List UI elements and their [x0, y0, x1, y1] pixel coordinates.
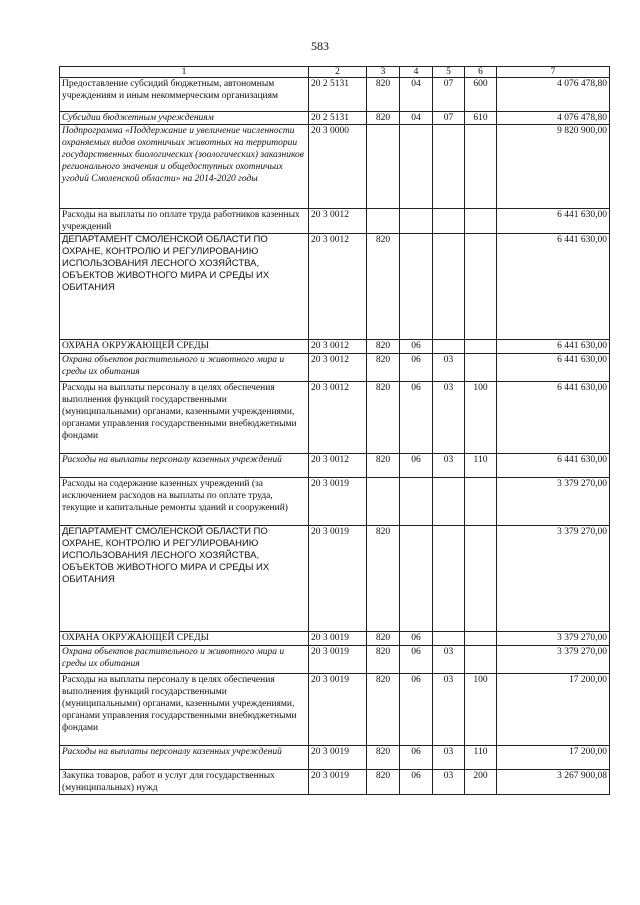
cell-subsection: [433, 526, 465, 632]
cell-amount: 4 076 478,80: [497, 112, 610, 125]
cell-subsection: 07: [433, 112, 465, 125]
cell-amount: 6 441 630,00: [497, 340, 610, 354]
cell-section: 06: [400, 674, 433, 746]
table-row: [60, 112, 610, 125]
cell-amount: 17 200,00: [497, 746, 610, 770]
cell-item-name: Расходы на выплаты по оплате труда работников казенных учреждений: [60, 209, 309, 234]
cell-amount: 9 820 900,00: [497, 125, 610, 209]
table-row: [60, 125, 610, 209]
table-body: [60, 78, 610, 795]
col-header-2: 2: [309, 67, 367, 78]
cell-item-name: Субсидии бюджетным учреждениям: [60, 112, 309, 125]
cell-ministry-code: 820: [367, 646, 400, 674]
cell-subsection: 03: [433, 770, 465, 795]
column-number-row: [60, 67, 610, 78]
cell-ministry-code: 820: [367, 112, 400, 125]
table-row: [60, 209, 610, 234]
table-row: [60, 478, 610, 526]
cell-section: [400, 234, 433, 340]
cell-section: 04: [400, 112, 433, 125]
cell-expense-type: 200: [465, 770, 497, 795]
cell-ministry-code: 820: [367, 526, 400, 632]
page-number: 583: [311, 39, 329, 53]
table-row: [60, 770, 610, 795]
cell-ministry-code: 820: [367, 354, 400, 382]
cell-section: 06: [400, 354, 433, 382]
cell-amount: 6 441 630,00: [497, 454, 610, 478]
cell-section: [400, 478, 433, 526]
cell-amount: 6 441 630,00: [497, 354, 610, 382]
cell-ministry-code: 820: [367, 770, 400, 795]
cell-ministry-code: 820: [367, 746, 400, 770]
cell-ministry-code: 820: [367, 674, 400, 746]
cell-amount: 4 076 478,80: [497, 78, 610, 112]
cell-target-article: 20 3 0019: [309, 674, 367, 746]
cell-section: 06: [400, 382, 433, 454]
cell-target-article: 20 2 5131: [309, 112, 367, 125]
cell-subsection: 03: [433, 354, 465, 382]
cell-target-article: 20 3 0012: [309, 382, 367, 454]
cell-section: [400, 209, 433, 234]
cell-expense-type: [465, 646, 497, 674]
cell-expense-type: [465, 526, 497, 632]
cell-ministry-code: 820: [367, 382, 400, 454]
table-row: [60, 382, 610, 454]
cell-expense-type: [465, 340, 497, 354]
table-row: [60, 354, 610, 382]
cell-expense-type: [465, 125, 497, 209]
table-row: [60, 674, 610, 746]
cell-target-article: 20 3 0012: [309, 340, 367, 354]
cell-section: [400, 125, 433, 209]
cell-item-name: Закупка товаров, работ и услуг для государственных (муниципальных) нужд: [60, 770, 309, 795]
cell-target-article: 20 3 0012: [309, 354, 367, 382]
cell-subsection: 03: [433, 382, 465, 454]
cell-amount: 3 379 270,00: [497, 632, 610, 646]
col-header-4: 4: [400, 67, 433, 78]
cell-target-article: 20 3 0012: [309, 234, 367, 340]
cell-subsection: 03: [433, 454, 465, 478]
cell-amount: 6 441 630,00: [497, 234, 610, 340]
cell-target-article: 20 3 0019: [309, 746, 367, 770]
table-row: [60, 234, 610, 340]
table-row: [60, 632, 610, 646]
cell-ministry-code: 820: [367, 632, 400, 646]
budget-table: [59, 66, 610, 795]
cell-ministry-code: [367, 125, 400, 209]
cell-item-name: ДЕПАРТАМЕНТ СМОЛЕНСКОЙ ОБЛАСТИ ПО ОХРАНЕ, КОНТРОЛЮ И РЕГУЛИРОВАНИЮ ИСПОЛЬЗОВАНИЯ ЛЕСНОГО ХОЗЯЙСТВА, ОБЪЕКТОВ ЖИВОТНОГО МИРА И СРЕДЫ ИХ ОБИТАНИЯ: [60, 234, 309, 340]
cell-subsection: [433, 340, 465, 354]
cell-subsection: 07: [433, 78, 465, 112]
cell-amount: 17 200,00: [497, 674, 610, 746]
cell-section: 06: [400, 454, 433, 478]
cell-section: 06: [400, 632, 433, 646]
cell-item-name: Расходы на содержание казенных учреждений (за исключением расходов на выплаты по оплате труда, текущие и капитальные ремонты зданий и сооружений): [60, 478, 309, 526]
cell-expense-type: 110: [465, 454, 497, 478]
cell-ministry-code: 820: [367, 454, 400, 478]
cell-amount: 3 379 270,00: [497, 478, 610, 526]
cell-expense-type: [465, 478, 497, 526]
cell-amount: 3 379 270,00: [497, 526, 610, 632]
cell-subsection: 03: [433, 746, 465, 770]
cell-target-article: 20 3 0000: [309, 125, 367, 209]
col-header-7: 7: [497, 67, 610, 78]
cell-amount: 3 267 900,08: [497, 770, 610, 795]
cell-target-article: 20 3 0019: [309, 526, 367, 632]
cell-subsection: [433, 234, 465, 340]
col-header-3: 3: [367, 67, 400, 78]
cell-subsection: [433, 125, 465, 209]
col-header-1: 1: [60, 67, 309, 78]
table-row: [60, 78, 610, 112]
cell-item-name: Подпрограмма «Поддержание и увеличение численности охраняемых видов охотничьих животных на территории государственных биологических (зоологических) заказников регионального значения и общедоступных охотничьих угодий Смоленской области» на 2014-2020 годы: [60, 125, 309, 209]
cell-target-article: 20 3 0019: [309, 646, 367, 674]
cell-expense-type: [465, 234, 497, 340]
cell-target-article: 20 2 5131: [309, 78, 367, 112]
cell-amount: 6 441 630,00: [497, 209, 610, 234]
cell-item-name: Расходы на выплаты персоналу в целях обеспечения выполнения функций государственными (муниципальными) органами, казенными учреждениями, органами управления государственными внебюджетными фондами: [60, 674, 309, 746]
cell-item-name: Охрана объектов растительного и животного мира и среды их обитания: [60, 646, 309, 674]
cell-ministry-code: 820: [367, 340, 400, 354]
cell-subsection: [433, 632, 465, 646]
cell-item-name: ОХРАНА ОКРУЖАЮЩЕЙ СРЕДЫ: [60, 632, 309, 646]
cell-expense-type: 610: [465, 112, 497, 125]
cell-amount: 3 379 270,00: [497, 646, 610, 674]
cell-item-name: Предоставление субсидий бюджетным, автономным учреждениям и иным некоммерческим организациям: [60, 78, 309, 112]
cell-expense-type: 110: [465, 746, 497, 770]
cell-ministry-code: [367, 209, 400, 234]
cell-section: [400, 526, 433, 632]
cell-target-article: 20 3 0019: [309, 770, 367, 795]
cell-target-article: 20 3 0019: [309, 478, 367, 526]
table-row: [60, 526, 610, 632]
cell-item-name: Расходы на выплаты персоналу казенных учреждений: [60, 454, 309, 478]
cell-target-article: 20 3 0012: [309, 209, 367, 234]
cell-subsection: [433, 209, 465, 234]
cell-section: 06: [400, 646, 433, 674]
col-header-6: 6: [465, 67, 497, 78]
cell-item-name: Расходы на выплаты персоналу в целях обеспечения выполнения функций государственными (муниципальными) органами, казенными учреждениями, органами управления государственными внебюджетными фондами: [60, 382, 309, 454]
cell-ministry-code: 820: [367, 78, 400, 112]
cell-expense-type: [465, 632, 497, 646]
table-row: [60, 646, 610, 674]
cell-subsection: 03: [433, 674, 465, 746]
cell-subsection: [433, 478, 465, 526]
cell-section: 06: [400, 340, 433, 354]
cell-item-name: Охрана объектов растительного и животного мира и среды их обитания: [60, 354, 309, 382]
cell-expense-type: 600: [465, 78, 497, 112]
cell-target-article: 20 3 0019: [309, 632, 367, 646]
table-row: [60, 340, 610, 354]
cell-expense-type: [465, 354, 497, 382]
cell-item-name: ОХРАНА ОКРУЖАЮЩЕЙ СРЕДЫ: [60, 340, 309, 354]
cell-ministry-code: [367, 478, 400, 526]
table-row: [60, 746, 610, 770]
cell-target-article: 20 3 0012: [309, 454, 367, 478]
cell-section: 06: [400, 770, 433, 795]
table-row: [60, 454, 610, 478]
cell-subsection: 03: [433, 646, 465, 674]
cell-expense-type: 100: [465, 382, 497, 454]
cell-amount: 6 441 630,00: [497, 382, 610, 454]
cell-section: 06: [400, 746, 433, 770]
cell-expense-type: 100: [465, 674, 497, 746]
cell-section: 04: [400, 78, 433, 112]
cell-item-name: Расходы на выплаты персоналу казенных учреждений: [60, 746, 309, 770]
col-header-5: 5: [433, 67, 465, 78]
cell-expense-type: [465, 209, 497, 234]
cell-item-name: ДЕПАРТАМЕНТ СМОЛЕНСКОЙ ОБЛАСТИ ПО ОХРАНЕ, КОНТРОЛЮ И РЕГУЛИРОВАНИЮ ИСПОЛЬЗОВАНИЯ ЛЕСНОГО ХОЗЯЙСТВА, ОБЪЕКТОВ ЖИВОТНОГО МИРА И СРЕДЫ ИХ ОБИТАНИЯ: [60, 526, 309, 632]
cell-ministry-code: 820: [367, 234, 400, 340]
